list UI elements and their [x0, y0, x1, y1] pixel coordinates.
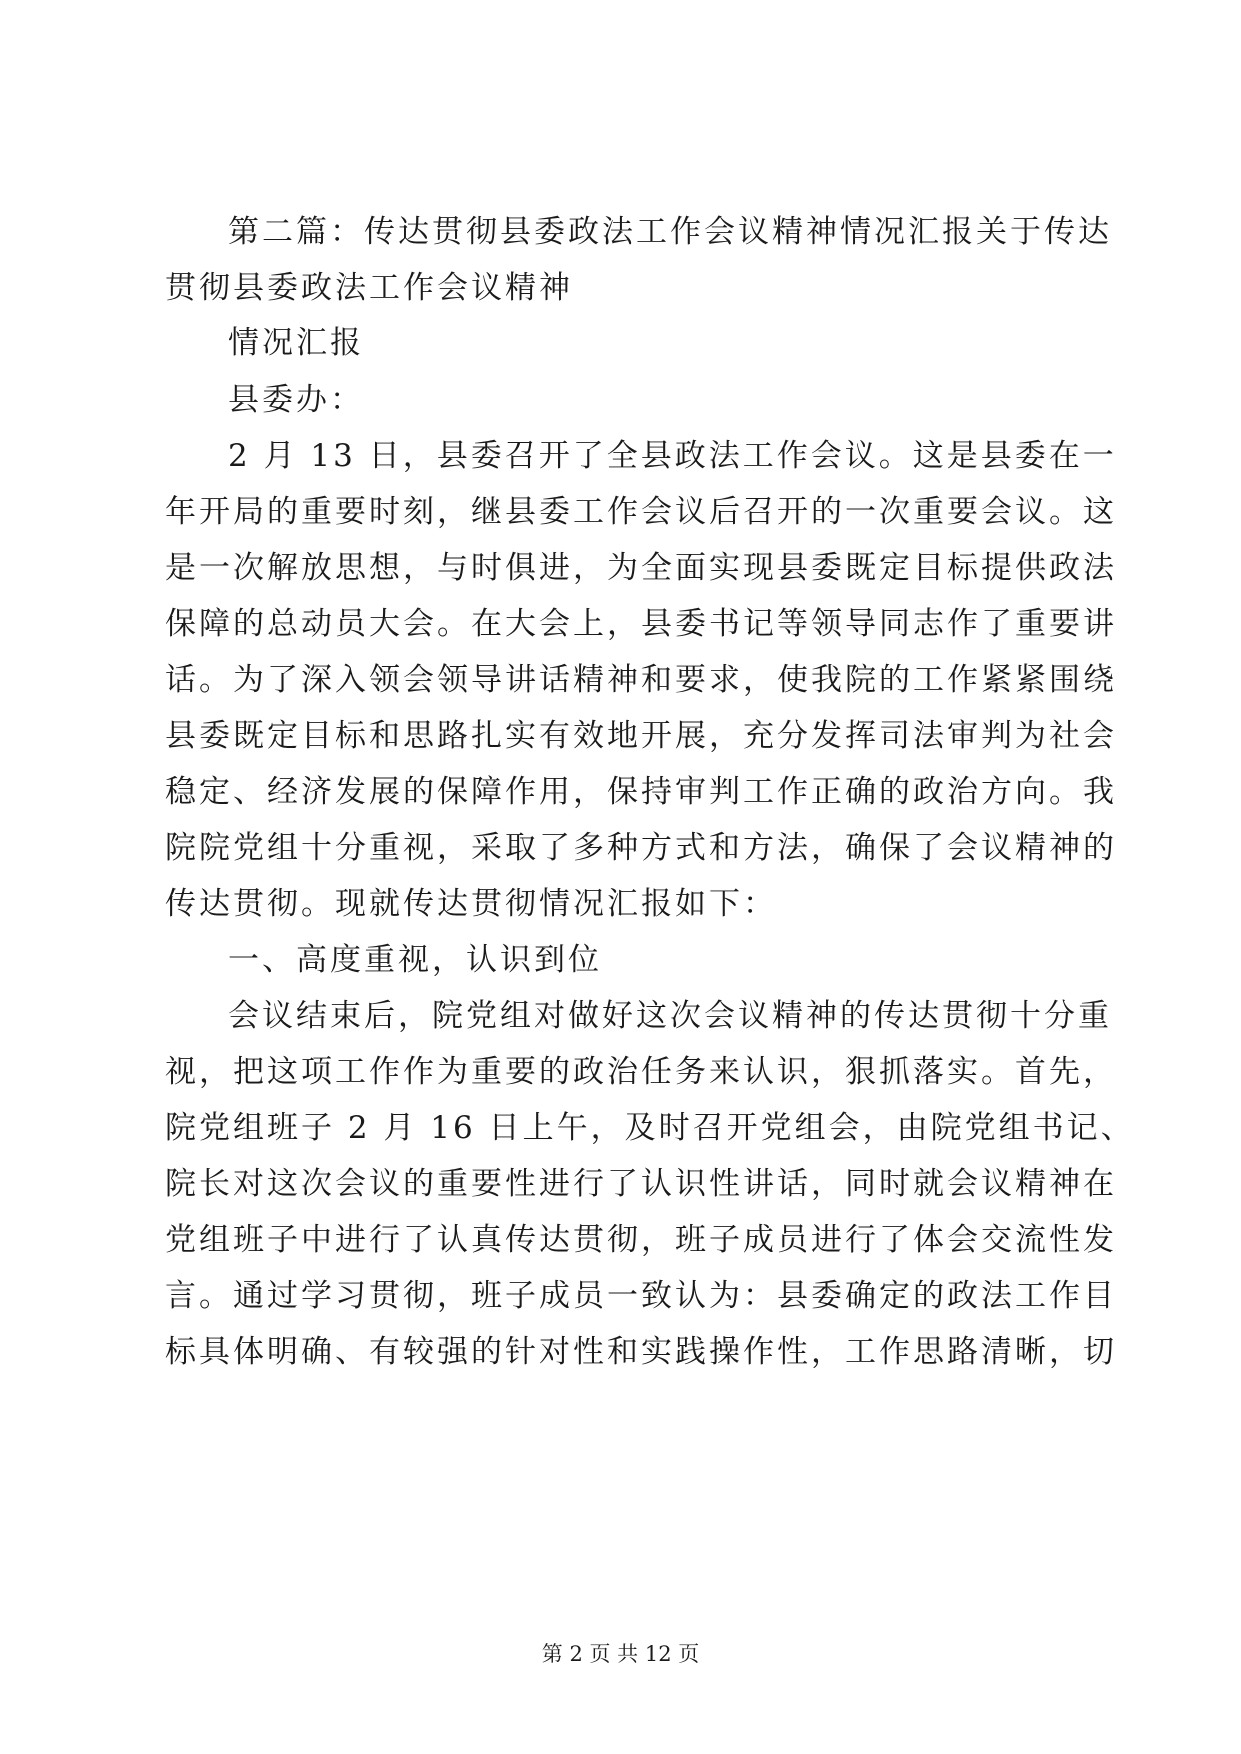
- title-line-1: 第二篇：传达贯彻县委政法工作会议精神情况汇报关于传达: [228, 214, 1112, 250]
- paragraph-line: 言。通过学习贯彻，班子成员一致认为：县委确定的政法工作目: [165, 1278, 1117, 1314]
- paragraph-line: 院院党组十分重视，采取了多种方式和方法，确保了会议精神的: [165, 830, 1117, 866]
- paragraph-line: 视，把这项工作作为重要的政治任务来认识，狠抓落实。首先，: [165, 1054, 1117, 1090]
- paragraph-line: 院长对这次会议的重要性进行了认识性讲话，同时就会议精神在: [165, 1166, 1117, 1202]
- paragraph-line: 党组班子中进行了认真传达贯彻，班子成员进行了体会交流性发: [165, 1222, 1117, 1258]
- paragraph-line: 传达贯彻。现就传达贯彻情况汇报如下：: [165, 886, 777, 922]
- section-heading: 一、高度重视，认识到位: [228, 942, 602, 978]
- page-number-footer: 第 2 页 共 12 页: [541, 1642, 700, 1666]
- subtitle: 情况汇报: [228, 325, 364, 361]
- title-line-2: 贯彻县委政法工作会议精神: [165, 270, 573, 306]
- paragraph-line: 县委既定目标和思路扎实有效地开展，充分发挥司法审判为社会: [165, 718, 1117, 754]
- paragraph-line: 稳定、经济发展的保障作用，保持审判工作正确的政治方向。我: [165, 774, 1117, 810]
- paragraph-line: 2 月 13 日，县委召开了全县政法工作会议。这是县委在一: [228, 438, 1117, 474]
- paragraph-line: 保障的总动员大会。在大会上，县委书记等领导同志作了重要讲: [165, 606, 1117, 642]
- paragraph-line: 是一次解放思想，与时俱进，为全面实现县委既定目标提供政法: [165, 550, 1117, 586]
- paragraph-line: 会议结束后，院党组对做好这次会议精神的传达贯彻十分重: [228, 998, 1112, 1034]
- paragraph-line: 年开局的重要时刻，继县委工作会议后召开的一次重要会议。这: [165, 494, 1117, 530]
- paragraph-line: 标具体明确、有较强的针对性和实践操作性，工作思路清晰，切: [165, 1334, 1117, 1370]
- addressee: 县委办：: [228, 382, 364, 418]
- paragraph-line: 话。为了深入领会领导讲话精神和要求，使我院的工作紧紧围绕: [165, 662, 1117, 698]
- paragraph-line: 院党组班子 2 月 16 日上午，及时召开党组会，由院党组书记、: [165, 1110, 1135, 1146]
